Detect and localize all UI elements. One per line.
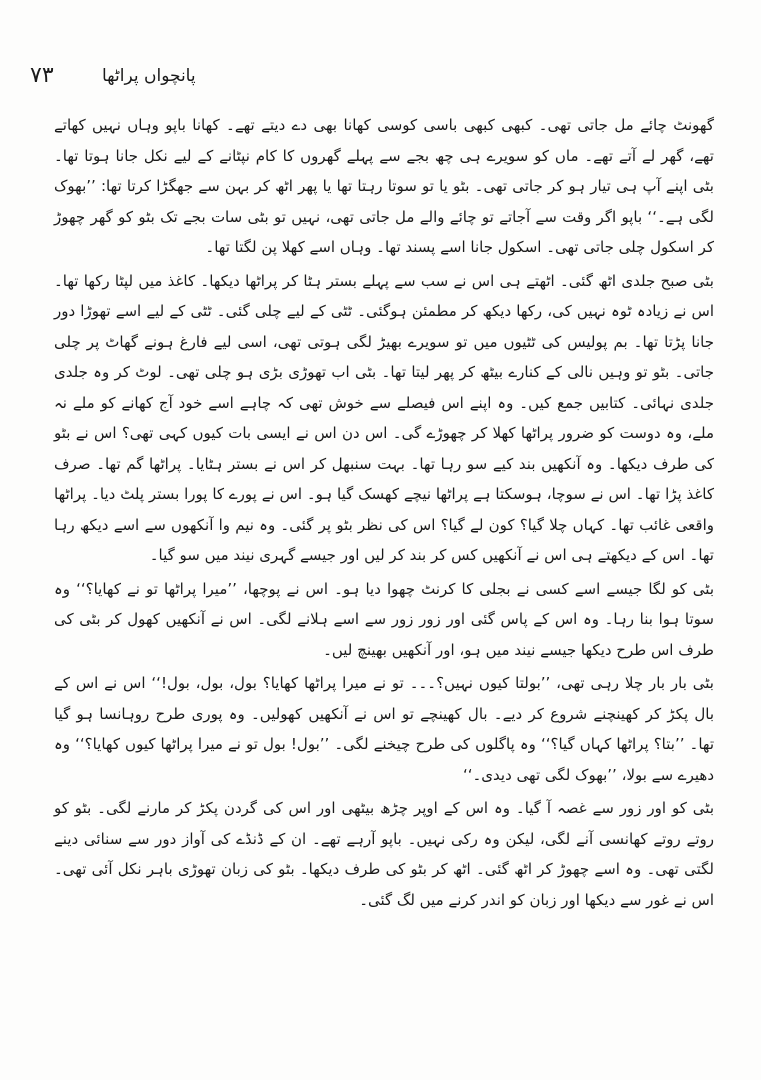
chapter-title: پانچواں پراٹھا (102, 66, 196, 86)
paragraph: بٹی کو اور زور سے غصہ آ گیا۔ وہ اس کے اوپر چڑھ بیٹھی اور اس کی گردن پکڑ کر مارنے لگی۔ بٹو کو روتے روتے کھانسی آنے لگی، لیکن وہ رکی نہیں۔ باپو آرہے تھے۔ ان کے ڈنڈے کی آواز دور سے سنائی دینے لگتی تھی۔ وہ اسے چھوڑ کر اٹھ گئی۔ اٹھ کر بٹو کی طرف دیکھا۔ بٹو کی زبان تھوڑی باہر نکل آئی تھی۔ اس نے غور سے دیکھا اور زبان کو اندر کرنے میں لگ گئی۔ (54, 799, 714, 909)
paragraph: گھونٹ چائے مل جاتی تھی۔ کبھی کبھی باسی کوسی کھانا بھی دے دیتے تھے۔ کھانا باپو وہاں نہیں کھاتے تھے، گھر لے آتے تھے۔ ماں کو سویرے ہی چھ بجے سے پہلے گھروں کا کام نپٹانے کے لیے نکل جانا ہوتا تھا۔ بٹی اپنے آپ ہی تیار ہو کر جاتی تھی۔ بٹو یا تو سوتا رہتا تھا یا پھر اٹھ کر بہن سے جھگڑا کرتا تھا: ’’بھوک لگی ہے۔‘‘ باپو اگر وقت سے آجاتے تو چائے والے مل جاتی تھی، نہیں تو بٹی سات بجے تک بٹو کو گھر چھوڑ کر اسکول چلی جاتی تھی۔ اسکول جانا اسے پسند تھا۔ وہاں اسے کھلا پن لگتا تھا۔ (54, 116, 714, 256)
paragraph: بٹی بار بار چلا رہی تھی، ’’بولتا کیوں نہیں؟۔۔۔ تو نے میرا پراٹھا کھایا؟ بول، بول، بول!‘‘ اس نے اس کے بال پکڑ کر کھینچنے شروع کر دیے۔ بال کھینچے تو اس نے آنکھیں کھولیں۔ وہ پوری طرح روہانسا ہو گیا تھا۔ ’’بتا؟ پراٹھا کہاں گیا؟‘‘ وہ پاگلوں کی طرح چیخنے لگی۔ ’’بول! بول تو نے میرا پراٹھا کیوں کھایا؟‘‘ وہ دھیرے سے بولا، ’’بھوک لگی تھی دیدی۔‘‘ (54, 674, 714, 784)
paragraph: بٹی صبح جلدی اٹھ گئی۔ اٹھتے ہی اس نے سب سے پہلے بستر ہٹا کر پراٹھا دیکھا۔ کاغذ میں لپٹا رکھا تھا۔ اس نے زیادہ ٹوہ نہیں کی، رکھا دیکھ کر مطمئن ہوگئی۔ ٹٹی کے لیے چلی گئی۔ ٹٹی کے لیے اسے تھوڑا دور جانا پڑتا تھا۔ بم پولیس کی ٹٹیوں میں تو سویرے بھیڑ لگی ہوتی تھی، اسی لیے فارغ ہونے گھاٹ پر چلی جاتی۔ بٹو تو وہیں نالی کے کنارے بیٹھ کر پھر لیتا تھا۔ بٹی اب تھوڑی بڑی ہو چلی تھی۔ لوٹ کر وہ جلدی جلدی نہائی۔ کتابیں جمع کیں۔ وہ اپنے اس فیصلے سے خوش تھی کہ چاہے اسے خود آج کھانے کو ملے نہ ملے، وہ دوست کو ضرور پراٹھا کھلا کر چھوڑے گی۔ اس دن اس نے ایسی بات کیوں کہی تھی؟ اس نے بٹو کی طرف دیکھا۔ وہ آنکھیں بند کیے سو رہا تھا۔ بہت سنبھل کر اس نے بستر ہٹایا۔ پراٹھا گم تھا۔ صرف کاغذ پڑا تھا۔ اس نے سوچا، ہوسکتا ہے پراٹھا نیچے کھسک گیا ہو۔ اس نے پورے کا پورا بستر پلٹ دیا۔ پراٹھا واقعی غائب تھا۔ کہاں چلا گیا؟ کون لے گیا؟ اس کی نظر بٹو پر گئی۔ وہ نیم وا آنکھوں سے اسے دیکھ رہا تھا۔ اس کے دیکھتے ہی اس نے آنکھیں کس کر بند کر لیں اور جیسے گہری نیند میں سو گیا۔ (54, 271, 714, 564)
paragraph: بٹی کو لگا جیسے اسے کسی نے بجلی کا کرنٹ چھوا دیا ہو۔ اس نے پوچھا، ’’میرا پراٹھا تو نے کھایا؟‘‘ وہ سوتا ہوا بنا رہا۔ وہ اس کے پاس گئی اور زور زور سے اسے ہلانے لگی۔ اس نے آنکھیں کھول کر بٹی کی طرف اس طرح دیکھا جیسے نیند میں ہو، اور آنکھیں بھینچ لیں۔ (54, 579, 714, 659)
page-number: ۷۳ (30, 63, 54, 88)
page-header (30, 58, 710, 94)
body-text (54, 110, 714, 918)
